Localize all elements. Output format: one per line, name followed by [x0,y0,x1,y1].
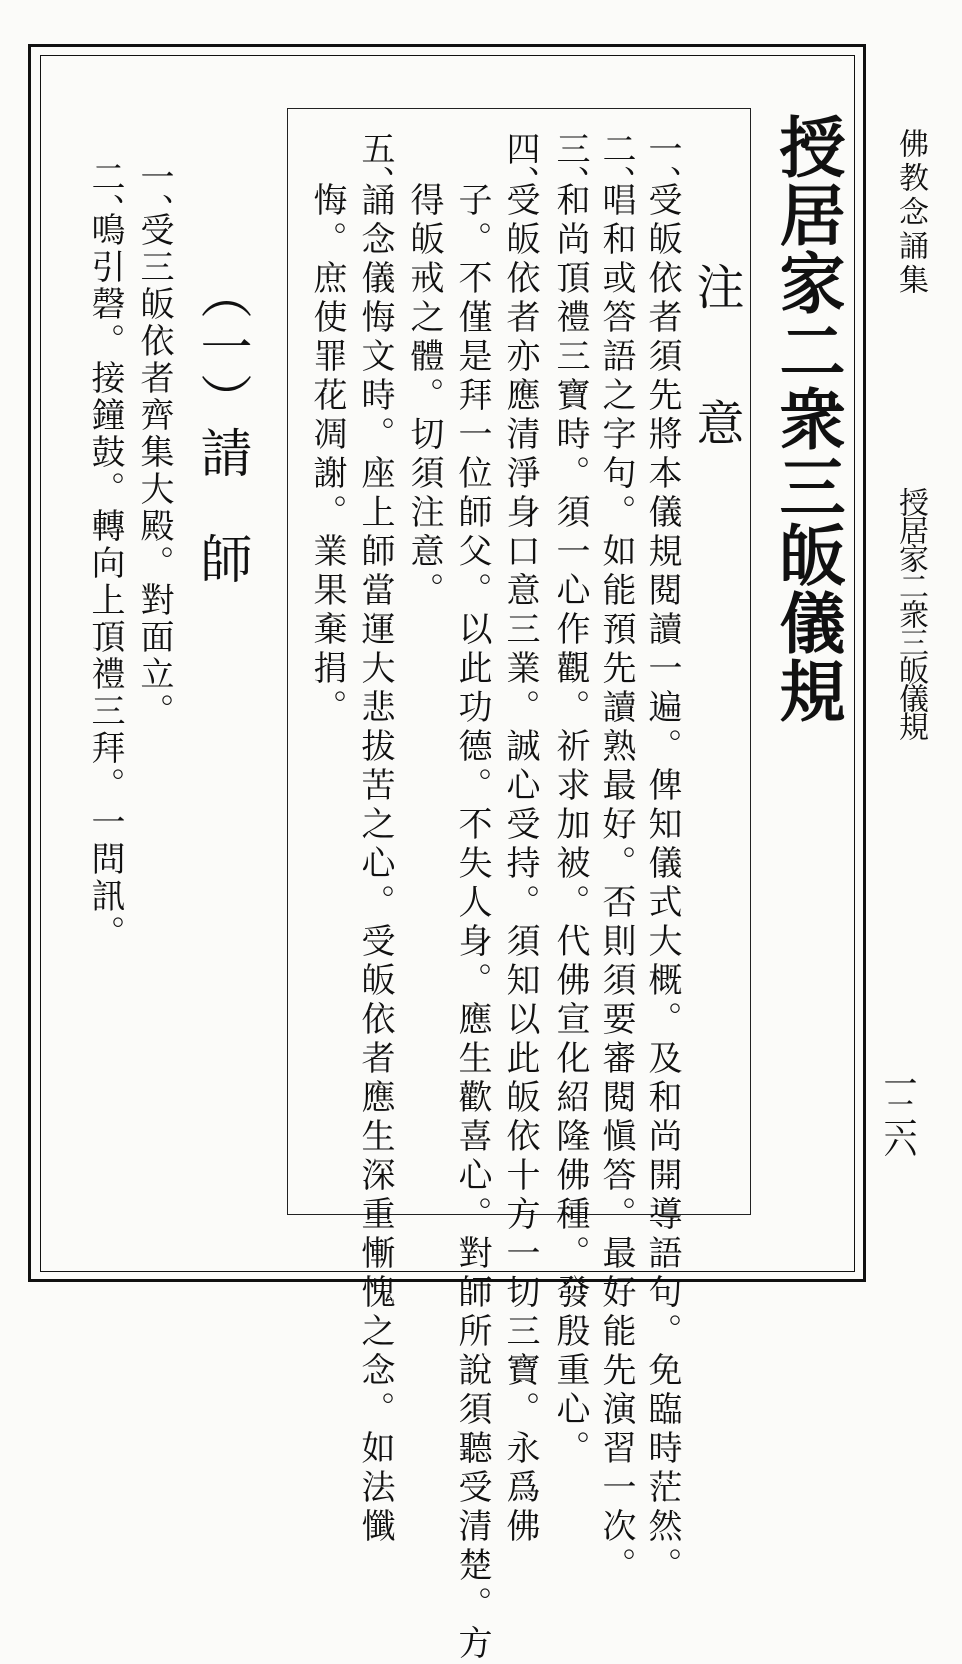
section-item-text: 鳴引磬。接鐘鼓。轉向上頂禮三拜。一問訊。 [85,212,125,952]
notice-item-number: 二、 [596,131,636,199]
running-header-book-title: 佛教念誦集 [893,128,928,298]
notice-item-line: 受皈依者亦應清淨身口意三業。誠心受持。須知以此皈依十方一切三寶。永爲佛 [500,182,540,1547]
page-number: 一二六 [877,1066,917,1153]
section-item-number: 二、 [85,159,125,227]
page-title: 授居家二衆三皈儀規 [768,113,846,725]
running-header-chapter-title: 授居家二衆三皈儀規 [893,487,928,739]
notice-item-line: 誦念儀悔文時。座上師當運大悲拔苦之心。受皈依者應生深重慚愧之念。如法懺 [355,182,395,1547]
notice-item-line: 受皈依者須先將本儀規閱讀一遍。俾知儀式大概。及和尚開導語句。免臨時茫然。 [642,182,682,1586]
notice-item-line: 和尚頂禮三寶時。須一心作觀。祈求加被。代佛宣化紹隆佛種。發殷重心。 [550,182,590,1469]
notice-item-line: 悔。庶使罪花凋謝。業果棄捐。 [307,182,347,728]
notice-item-number: 四、 [500,131,540,199]
notice-item-number: 五、 [355,131,395,199]
notice-item-line: 唱和或答語之字句。如能預先讀熟最好。否則須要審閱愼答。最好能先演習一次。 [596,182,636,1586]
notice-item-number: 三、 [550,131,590,199]
section-heading: （一）請 師 [191,267,251,585]
notice-heading: 注 意 [688,262,744,466]
section-item-number: 一、 [134,159,174,227]
notice-item-line: 子。不僅是拜一位師父。以此功德。不失人身。應生歡喜心。對師所說須聽受清楚。方 [452,182,492,1664]
section-item-text: 受三皈依者齊集大殿。對面立。 [134,212,174,730]
notice-item-number: 一、 [642,131,682,199]
notice-item-line: 得皈戒之體。切須注意。 [404,182,444,611]
